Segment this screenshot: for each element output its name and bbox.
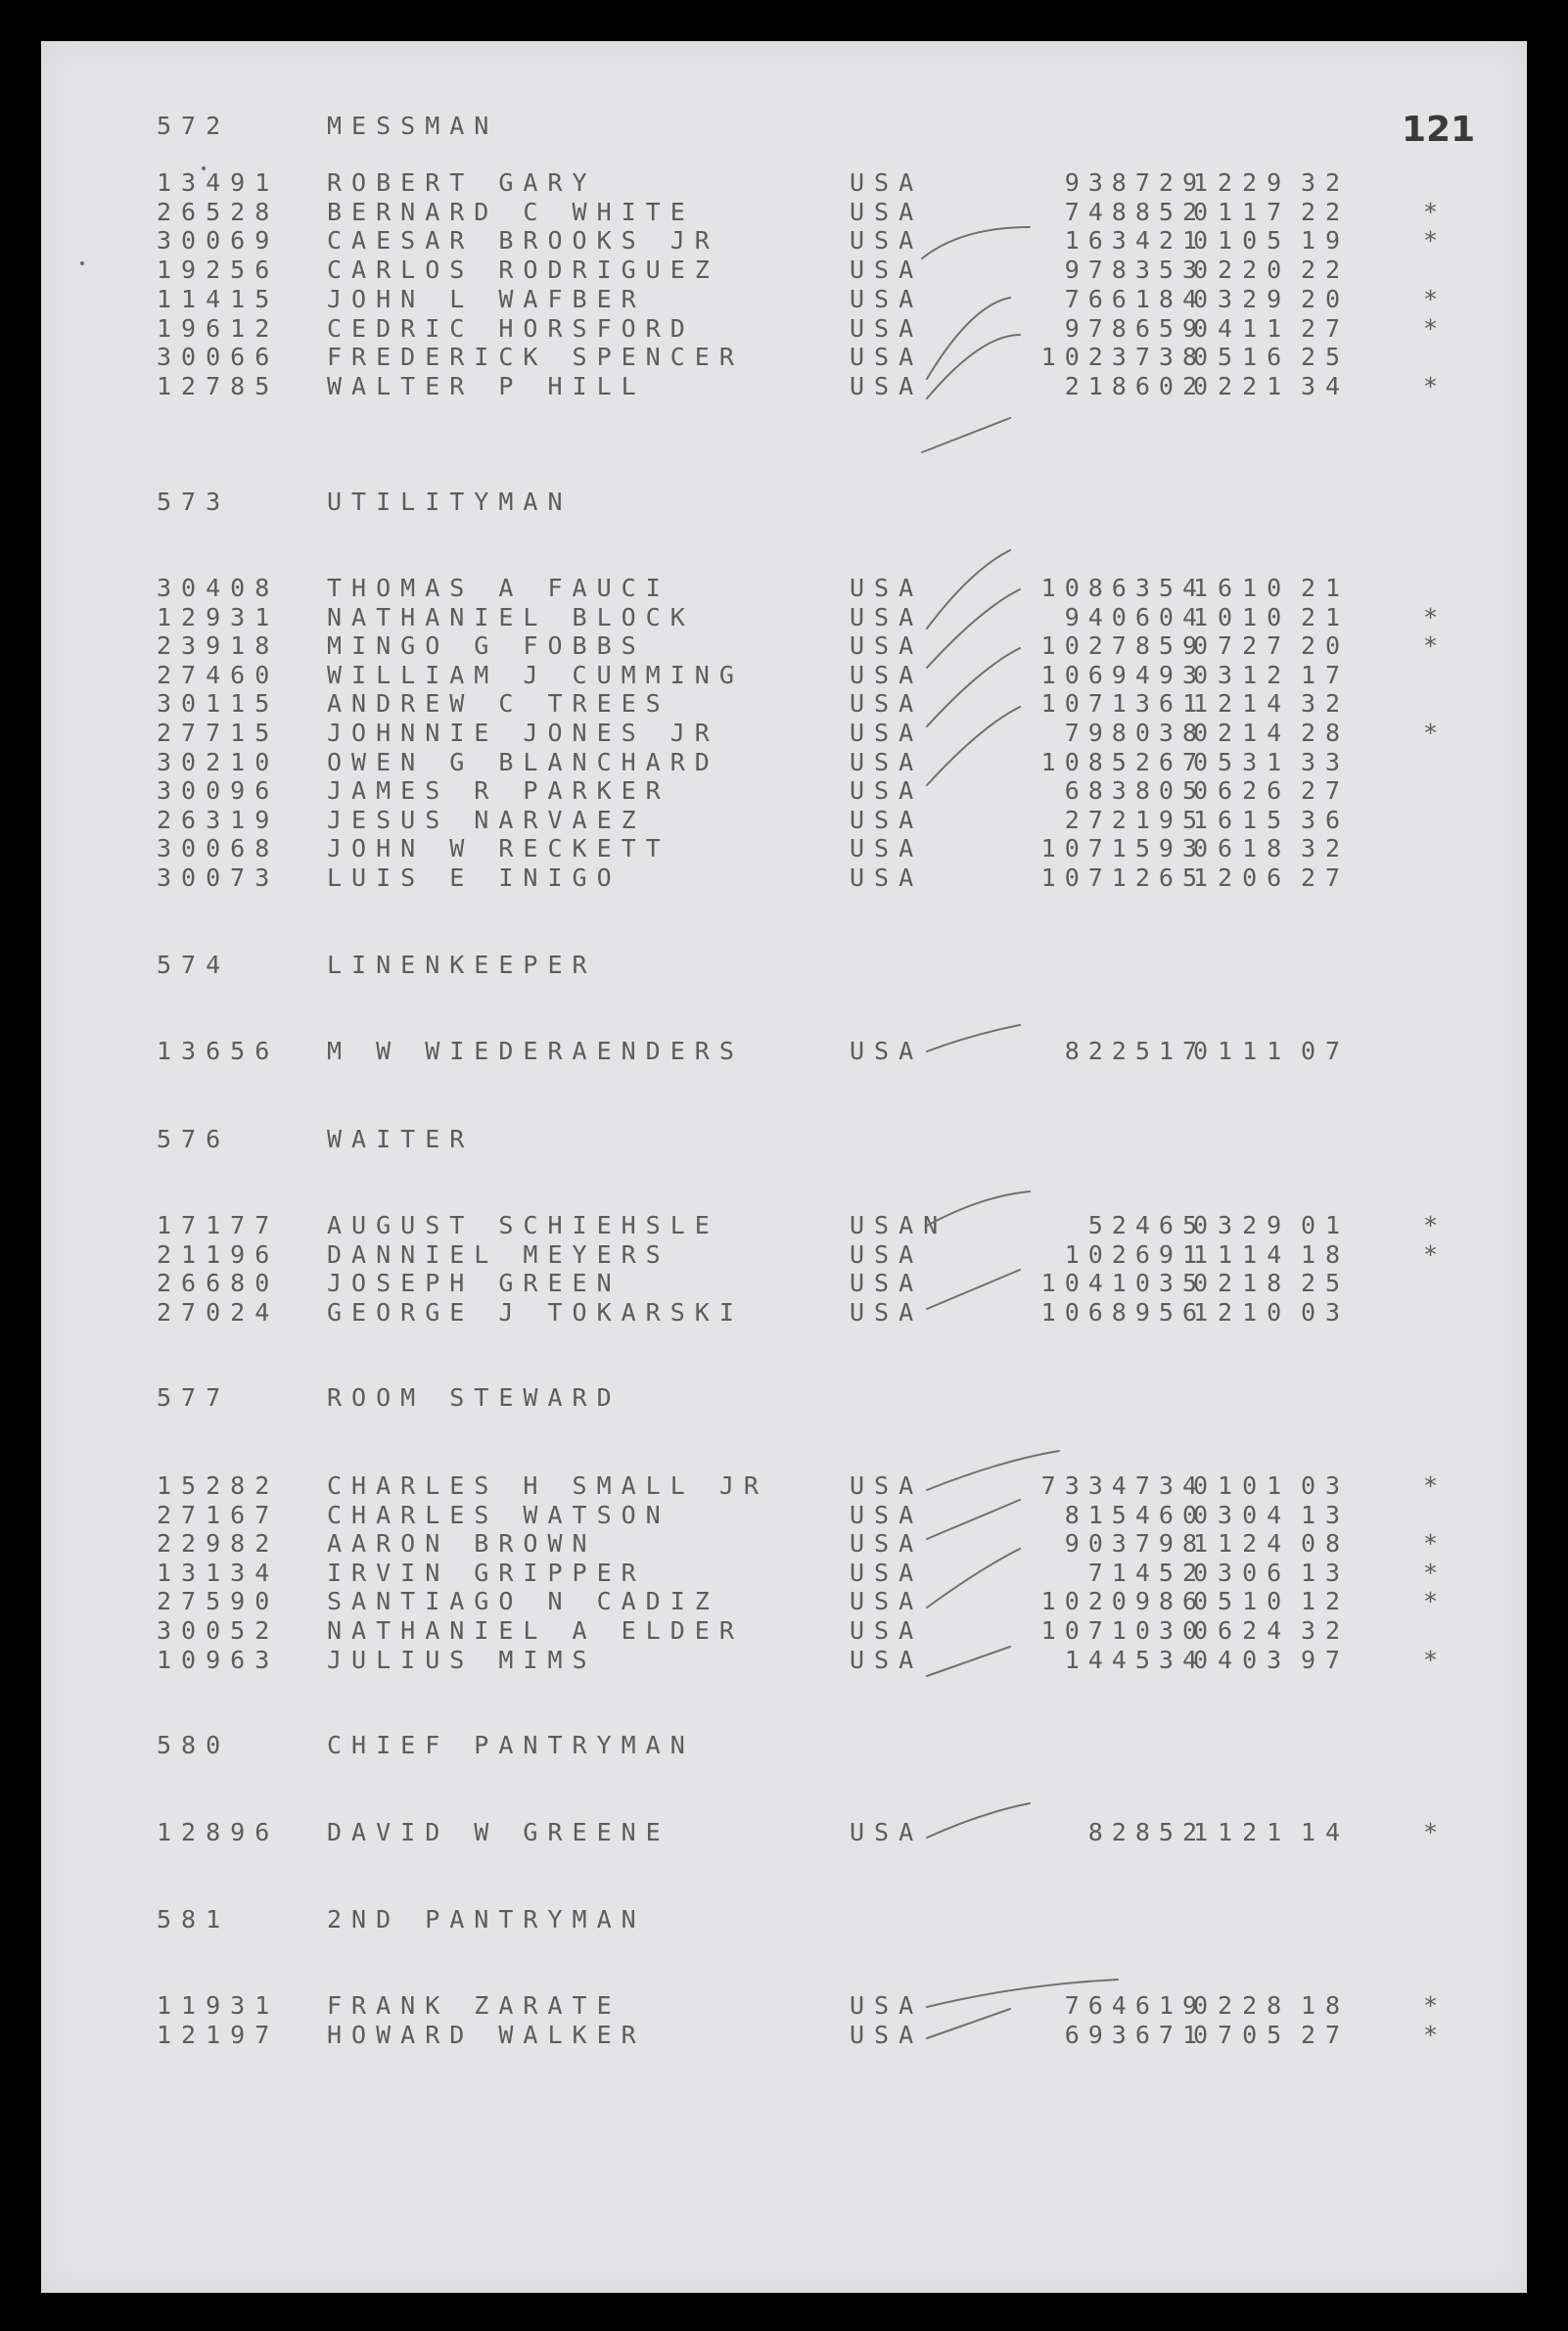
date-code: 0618	[1193, 834, 1292, 862]
seaman-number: 19612	[157, 314, 280, 343]
crew-row	[41, 1559, 1527, 1588]
seaman-name: CHARLES H SMALL JR	[327, 1471, 768, 1500]
date-code: 1124	[1193, 1529, 1292, 1558]
citizenship: USA	[850, 1559, 924, 1587]
seaman-number: 23918	[157, 631, 280, 660]
citizenship: USA	[850, 226, 924, 255]
citizenship: USA	[850, 1818, 924, 1846]
certificate-number: 1068956	[1040, 1298, 1206, 1327]
certificate-number: 815460	[1064, 1501, 1206, 1529]
seaman-name: LUIS E INIGO	[327, 863, 622, 892]
seaman-number: 30096	[157, 776, 280, 805]
citizenship: USA	[850, 1037, 924, 1065]
date-code: 1010	[1193, 603, 1292, 631]
age-code: 27	[1301, 2021, 1351, 2049]
asterisk-mark: *	[1423, 198, 1439, 226]
date-code: 0624	[1193, 1616, 1292, 1645]
date-code: 0306	[1193, 1559, 1292, 1587]
crew-row	[41, 1240, 1527, 1270]
asterisk-mark: *	[1423, 2021, 1439, 2049]
citizenship: USA	[850, 1991, 924, 2020]
age-code: 32	[1301, 1616, 1351, 1645]
page-number: 121	[1402, 110, 1476, 150]
crew-row	[41, 863, 1527, 893]
date-code: 0510	[1193, 1587, 1292, 1615]
age-code: 18	[1301, 1240, 1351, 1269]
age-code: 20	[1301, 285, 1351, 313]
age-code: 08	[1301, 1529, 1351, 1558]
seaman-name: JOHN L WAFBER	[327, 285, 646, 313]
seaman-name: MINGO G FOBBS	[327, 631, 646, 660]
seaman-number: 26680	[157, 1269, 280, 1297]
seaman-name: THOMAS A FAUCI	[327, 574, 670, 602]
certificate-number: 978353	[1064, 256, 1206, 284]
date-code: 0218	[1193, 1269, 1292, 1297]
asterisk-mark: *	[1423, 1646, 1439, 1674]
age-code: 03	[1301, 1298, 1351, 1327]
crew-row	[41, 719, 1527, 748]
seaman-name: JOSEPH GREEN	[327, 1269, 622, 1297]
crew-row	[41, 1298, 1527, 1328]
crew-row	[41, 314, 1527, 344]
date-code: 1121	[1193, 1818, 1292, 1846]
citizenship: USA	[850, 1587, 924, 1615]
asterisk-mark: *	[1423, 226, 1439, 255]
asterisk-mark: *	[1423, 631, 1439, 660]
date-code: 1610	[1193, 574, 1292, 602]
date-code: 0111	[1193, 1037, 1292, 1065]
section-code: 580	[157, 1731, 231, 1759]
asterisk-mark: *	[1423, 1818, 1439, 1846]
citizenship: USA	[850, 631, 924, 660]
certificate-number: 683805	[1064, 776, 1206, 805]
age-code: 32	[1301, 168, 1351, 197]
asterisk-mark: *	[1423, 285, 1439, 313]
asterisk-mark: *	[1423, 1587, 1439, 1615]
citizenship: USA	[850, 1616, 924, 1645]
crew-row	[41, 574, 1527, 603]
section-code: 581	[157, 1905, 231, 1934]
seaman-name: FREDERICK SPENCER	[327, 343, 744, 371]
age-code: 01	[1301, 1211, 1351, 1239]
age-code: 97	[1301, 1646, 1351, 1674]
certificate-number: 7334734	[1040, 1471, 1206, 1500]
crew-row	[41, 806, 1527, 835]
seaman-name: SANTIAGO N CADIZ	[327, 1587, 719, 1615]
seaman-name: NATHANIEL A ELDER	[327, 1616, 744, 1645]
certificate-number: 1041035	[1040, 1269, 1206, 1297]
seaman-number: 30068	[157, 834, 280, 862]
seaman-name: CEDRIC HORSFORD	[327, 314, 695, 343]
age-code: 25	[1301, 343, 1351, 371]
section-title: MESSMAN	[327, 112, 499, 140]
date-code: 0101	[1193, 1471, 1292, 1500]
date-code: 0516	[1193, 343, 1292, 371]
certificate-number: 822517	[1064, 1037, 1206, 1065]
date-code: 0531	[1193, 748, 1292, 776]
age-code: 27	[1301, 314, 1351, 343]
date-code: 0626	[1193, 776, 1292, 805]
age-code: 12	[1301, 1587, 1351, 1615]
age-code: 19	[1301, 226, 1351, 255]
citizenship: USA	[850, 1240, 924, 1269]
crew-row	[41, 372, 1527, 401]
seaman-number: 30066	[157, 343, 280, 371]
certificate-number: 71452	[1087, 1559, 1206, 1587]
seaman-name: HOWARD WALKER	[327, 2021, 646, 2049]
crew-row	[41, 1529, 1527, 1559]
crew-row	[41, 168, 1527, 198]
date-code: 1210	[1193, 1298, 1292, 1327]
date-code: 1229	[1193, 168, 1292, 197]
certificate-number: 1069493	[1040, 661, 1206, 689]
seaman-name: WILLIAM J CUMMING	[327, 661, 744, 689]
citizenship: USA	[850, 834, 924, 862]
asterisk-mark: *	[1423, 1559, 1439, 1587]
age-code: 32	[1301, 834, 1351, 862]
citizenship: USA	[850, 2021, 924, 2049]
seaman-number: 12197	[157, 2021, 280, 2049]
citizenship: USA	[850, 689, 924, 718]
age-code: 34	[1301, 372, 1351, 400]
seaman-name: DAVID W GREENE	[327, 1818, 670, 1846]
age-code: 07	[1301, 1037, 1351, 1065]
age-code: 27	[1301, 863, 1351, 892]
certificate-number: 766184	[1064, 285, 1206, 313]
date-code: 0228	[1193, 1991, 1292, 2020]
citizenship: USA	[850, 1646, 924, 1674]
certificate-number: 1086354	[1040, 574, 1206, 602]
date-code: 0221	[1193, 372, 1292, 400]
asterisk-mark: *	[1423, 1211, 1439, 1239]
crew-row	[41, 1501, 1527, 1530]
asterisk-mark: *	[1423, 1240, 1439, 1269]
citizenship: USA	[850, 1529, 924, 1558]
seaman-name: CAESAR BROOKS JR	[327, 226, 719, 255]
age-code: 28	[1301, 719, 1351, 747]
crew-row	[41, 285, 1527, 314]
seaman-name: M W WIEDERAENDERS	[327, 1037, 744, 1065]
crew-row	[41, 748, 1527, 777]
certificate-number: 1071593	[1040, 834, 1206, 862]
seaman-name: ROBERT GARY	[327, 168, 597, 197]
seaman-name: NATHANIEL BLOCK	[327, 603, 695, 631]
section-title: ROOM STEWARD	[327, 1383, 622, 1412]
citizenship: USA	[850, 198, 924, 226]
section-code: 576	[157, 1125, 231, 1153]
seaman-name: JOHN W RECKETT	[327, 834, 670, 862]
crew-row	[41, 603, 1527, 632]
seaman-name: CHARLES WATSON	[327, 1501, 670, 1529]
seaman-number: 27460	[157, 661, 280, 689]
seaman-name: CARLOS RODRIGUEZ	[327, 256, 719, 284]
certificate-number: 798038	[1064, 719, 1206, 747]
crew-row	[41, 226, 1527, 256]
seaman-number: 21196	[157, 1240, 280, 1269]
age-code: 21	[1301, 603, 1351, 631]
section-title: CHIEF PANTRYMAN	[327, 1731, 695, 1759]
seaman-number: 12896	[157, 1818, 280, 1846]
seaman-number: 15282	[157, 1471, 280, 1500]
age-code: 03	[1301, 1471, 1351, 1500]
date-code: 0727	[1193, 631, 1292, 660]
certificate-number: 163421	[1064, 226, 1206, 255]
pencil-stroke	[922, 418, 1010, 452]
citizenship: USA	[850, 1298, 924, 1327]
section-title: LINENKEEPER	[327, 951, 597, 979]
certificate-number: 903798	[1064, 1529, 1206, 1558]
crew-row	[41, 689, 1527, 719]
citizenship: USA	[850, 314, 924, 343]
asterisk-mark: *	[1423, 1471, 1439, 1500]
asterisk-mark: *	[1423, 372, 1439, 400]
section-code: 574	[157, 951, 231, 979]
seaman-name: AUGUST SCHIEHSLE	[327, 1211, 719, 1239]
seaman-name: BERNARD C WHITE	[327, 198, 695, 226]
seaman-number: 10963	[157, 1646, 280, 1674]
certificate-number: 938729	[1064, 168, 1206, 197]
date-code: 0214	[1193, 719, 1292, 747]
age-code: 13	[1301, 1559, 1351, 1587]
crew-row	[41, 776, 1527, 806]
crew-row	[41, 1818, 1527, 1847]
citizenship: USA	[850, 603, 924, 631]
date-code: 0220	[1193, 256, 1292, 284]
certificate-number: 82852	[1087, 1818, 1206, 1846]
document-page	[41, 41, 1527, 2293]
age-code: 17	[1301, 661, 1351, 689]
citizenship: USA	[850, 574, 924, 602]
asterisk-mark: *	[1423, 719, 1439, 747]
seaman-number: 12785	[157, 372, 280, 400]
crew-row	[41, 2021, 1527, 2050]
seaman-name: DANNIEL MEYERS	[327, 1240, 670, 1269]
seaman-number: 30115	[157, 689, 280, 718]
section-title: WAITER	[327, 1125, 475, 1153]
certificate-number: 1020986	[1040, 1587, 1206, 1615]
crew-row	[41, 1471, 1527, 1501]
crew-row	[41, 1211, 1527, 1240]
certificate-number: 272195	[1064, 806, 1206, 834]
seaman-number: 26528	[157, 198, 280, 226]
seaman-name: WALTER P HILL	[327, 372, 646, 400]
date-code: 0304	[1193, 1501, 1292, 1529]
date-code: 0705	[1193, 2021, 1292, 2049]
certificate-number: 102691	[1064, 1240, 1206, 1269]
crew-row	[41, 343, 1527, 372]
citizenship: USA	[850, 343, 924, 371]
section-title: 2ND PANTRYMAN	[327, 1905, 646, 1934]
seaman-name: AARON BROWN	[327, 1529, 597, 1558]
citizenship: USAN	[850, 1211, 948, 1239]
citizenship: USA	[850, 168, 924, 197]
crew-row	[41, 661, 1527, 690]
age-code: 32	[1301, 689, 1351, 718]
citizenship: USA	[850, 1269, 924, 1297]
citizenship: USA	[850, 285, 924, 313]
seaman-number: 22982	[157, 1529, 280, 1558]
seaman-name: JOHNNIE JONES JR	[327, 719, 719, 747]
date-code: 0329	[1193, 285, 1292, 313]
date-code: 1615	[1193, 806, 1292, 834]
certificate-number: 764619	[1064, 1991, 1206, 2020]
certificate-number: 748852	[1064, 198, 1206, 226]
seaman-name: JAMES R PARKER	[327, 776, 670, 805]
crew-row	[41, 1269, 1527, 1298]
citizenship: USA	[850, 372, 924, 400]
seaman-number: 26319	[157, 806, 280, 834]
seaman-name: OWEN G BLANCHARD	[327, 748, 719, 776]
seaman-number: 19256	[157, 256, 280, 284]
asterisk-mark: *	[1423, 1991, 1439, 2020]
age-code: 36	[1301, 806, 1351, 834]
crew-row	[41, 834, 1527, 863]
seaman-name: JULIUS MIMS	[327, 1646, 597, 1674]
citizenship: USA	[850, 719, 924, 747]
age-code: 14	[1301, 1818, 1351, 1846]
seaman-name: FRANK ZARATE	[327, 1991, 622, 2020]
crew-row	[41, 1646, 1527, 1675]
seaman-name: GEORGE J TOKARSKI	[327, 1298, 744, 1327]
seaman-number: 12931	[157, 603, 280, 631]
citizenship: USA	[850, 256, 924, 284]
citizenship: USA	[850, 863, 924, 892]
date-code: 1206	[1193, 863, 1292, 892]
date-code: 0403	[1193, 1646, 1292, 1674]
age-code: 13	[1301, 1501, 1351, 1529]
citizenship: USA	[850, 776, 924, 805]
certificate-number: 693671	[1064, 2021, 1206, 2049]
age-code: 33	[1301, 748, 1351, 776]
seaman-number: 27024	[157, 1298, 280, 1327]
date-code: 0329	[1193, 1211, 1292, 1239]
section-title: UTILITYMAN	[327, 488, 573, 516]
date-code: 1214	[1193, 689, 1292, 718]
date-code: 0105	[1193, 226, 1292, 255]
age-code: 22	[1301, 256, 1351, 284]
certificate-number: 144534	[1064, 1646, 1206, 1674]
seaman-name: ANDREW C TREES	[327, 689, 670, 718]
citizenship: USA	[850, 806, 924, 834]
seaman-number: 27167	[157, 1501, 280, 1529]
date-code: 0411	[1193, 314, 1292, 343]
crew-row	[41, 1037, 1527, 1066]
asterisk-mark: *	[1423, 314, 1439, 343]
seaman-number: 11415	[157, 285, 280, 313]
seaman-name: JESUS NARVAEZ	[327, 806, 646, 834]
certificate-number: 978659	[1064, 314, 1206, 343]
seaman-number: 13134	[157, 1559, 280, 1587]
certificate-number: 52465	[1087, 1211, 1206, 1239]
age-code: 20	[1301, 631, 1351, 660]
seaman-name: IRVIN GRIPPER	[327, 1559, 646, 1587]
certificate-number: 940604	[1064, 603, 1206, 631]
crew-row	[41, 1616, 1527, 1646]
certificate-number: 1071030	[1040, 1616, 1206, 1645]
age-code: 21	[1301, 574, 1351, 602]
section-code: 572	[157, 112, 231, 140]
age-code: 22	[1301, 198, 1351, 226]
seaman-number: 30073	[157, 863, 280, 892]
age-code: 25	[1301, 1269, 1351, 1297]
age-code: 18	[1301, 1991, 1351, 2020]
seaman-number: 27590	[157, 1587, 280, 1615]
asterisk-mark: *	[1423, 603, 1439, 631]
seaman-number: 30210	[157, 748, 280, 776]
crew-row	[41, 1587, 1527, 1616]
certificate-number: 1085267	[1040, 748, 1206, 776]
date-code: 0117	[1193, 198, 1292, 226]
section-code: 573	[157, 488, 231, 516]
section-code: 577	[157, 1383, 231, 1412]
asterisk-mark: *	[1423, 1529, 1439, 1558]
date-code: 0312	[1193, 661, 1292, 689]
certificate-number: 1071361	[1040, 689, 1206, 718]
seaman-number: 30408	[157, 574, 280, 602]
crew-row	[41, 631, 1527, 661]
date-code: 1114	[1193, 1240, 1292, 1269]
seaman-number: 30052	[157, 1616, 280, 1645]
seaman-number: 13491	[157, 168, 280, 197]
crew-row	[41, 256, 1527, 285]
certificate-number: 1023738	[1040, 343, 1206, 371]
certificate-number: 218602	[1064, 372, 1206, 400]
age-code: 27	[1301, 776, 1351, 805]
seaman-number: 13656	[157, 1037, 280, 1065]
citizenship: USA	[850, 1471, 924, 1500]
crew-row	[41, 1991, 1527, 2021]
seaman-number: 30069	[157, 226, 280, 255]
certificate-number: 1027859	[1040, 631, 1206, 660]
seaman-number: 11931	[157, 1991, 280, 2020]
seaman-number: 27715	[157, 719, 280, 747]
citizenship: USA	[850, 1501, 924, 1529]
seaman-number: 17177	[157, 1211, 280, 1239]
citizenship: USA	[850, 748, 924, 776]
crew-row	[41, 198, 1527, 227]
citizenship: USA	[850, 661, 924, 689]
certificate-number: 1071265	[1040, 863, 1206, 892]
